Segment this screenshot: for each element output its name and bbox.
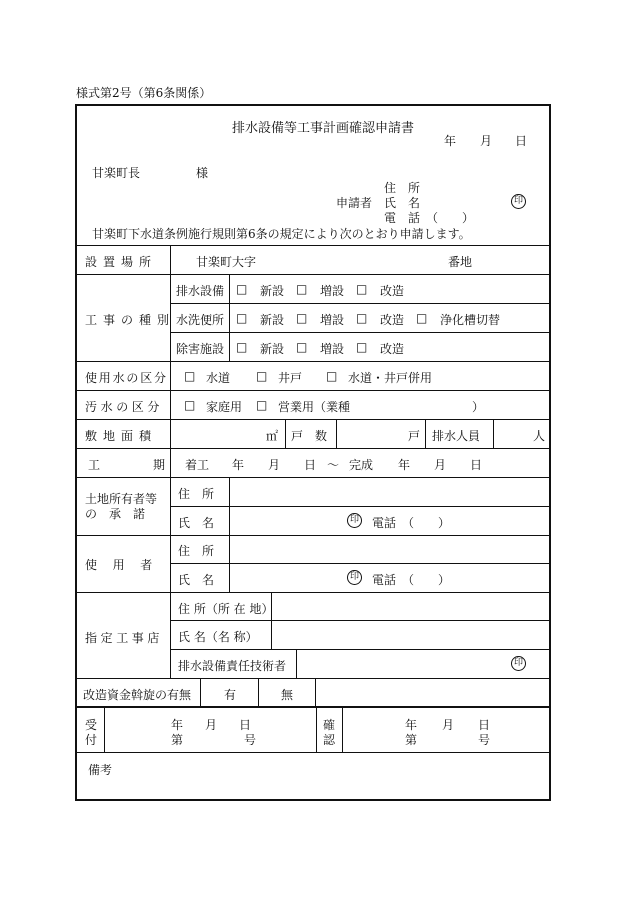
confirm-dai: 第: [405, 733, 418, 747]
row-divider: [76, 390, 550, 391]
location-suffix: 番地: [448, 255, 473, 269]
checkbox[interactable]: □: [236, 311, 248, 325]
people-unit: 人: [533, 429, 546, 443]
location-prefix: 甘楽町大字: [196, 255, 257, 269]
confirm-label-2: 認: [323, 733, 336, 747]
option-modify: 改造: [380, 313, 405, 327]
row-divider: [76, 752, 550, 753]
area-label: 敷地面積: [85, 429, 158, 443]
period-end-day: 日: [470, 458, 483, 472]
option-modify: 改造: [380, 342, 405, 356]
col-divider: [229, 478, 230, 592]
col-divider: [258, 679, 259, 706]
form-number: 様式第2号（第6条関係）: [76, 86, 212, 100]
frame-bottom: [75, 799, 551, 801]
loan-no: 無: [281, 688, 294, 702]
period-end-year: 年: [398, 458, 411, 472]
honorific: 様: [196, 166, 209, 180]
application-statement: 甘楽町下水道条例施行規則第6条の規定により次のとおり申請します。: [92, 227, 471, 241]
work-removal-label: 除害施設: [176, 342, 225, 356]
row-divider: [170, 332, 550, 333]
landowner-name-label: 氏 名: [178, 516, 215, 530]
period-label-2: 期: [153, 458, 166, 472]
checkbox[interactable]: □: [356, 340, 368, 354]
people-label: 排水人員: [432, 429, 481, 443]
checkbox[interactable]: □: [256, 369, 268, 383]
row-divider: [76, 361, 550, 362]
col-divider: [315, 679, 316, 706]
checkbox[interactable]: □: [184, 369, 196, 383]
user-address-label: 住 所: [178, 544, 215, 558]
row-divider: [170, 649, 550, 650]
contractor-address-label: 住 所（所 在 地）: [178, 602, 274, 616]
landowner-seal-icon: 印: [347, 513, 362, 528]
receipt-label-1: 受: [85, 718, 98, 732]
form-title: 排水設備等工事計画確認申請書: [232, 121, 415, 136]
checkbox[interactable]: □: [296, 282, 308, 296]
option-well: 井戸: [278, 371, 303, 385]
option-septic: 浄化槽切替: [440, 313, 501, 327]
sewage-label: 汚水の区分: [85, 400, 164, 414]
row-divider: [170, 506, 550, 507]
area-unit: ㎡: [266, 429, 279, 443]
frame-top: [75, 104, 551, 106]
col-divider: [296, 650, 297, 678]
date-month: 月: [480, 134, 493, 148]
row-divider: [170, 303, 550, 304]
option-expand: 増設: [320, 313, 345, 327]
col-divider: [285, 420, 286, 448]
row-divider: [76, 592, 550, 593]
work-type-label: 工事の種別: [85, 313, 176, 327]
checkbox[interactable]: □: [326, 369, 338, 383]
date-year: 年: [444, 134, 457, 148]
option-tap-water: 水道: [206, 371, 231, 385]
col-divider: [336, 420, 337, 448]
col-divider: [425, 420, 426, 448]
receipt-dai: 第: [171, 733, 184, 747]
applicant-name-label: 氏 名: [384, 196, 421, 210]
option-new: 新設: [260, 313, 285, 327]
row-divider: [170, 563, 550, 564]
loan-yes: 有: [224, 688, 237, 702]
frame-left: [75, 104, 77, 801]
row-divider: [76, 245, 550, 246]
receipt-go: 号: [244, 733, 257, 747]
addressee: 甘楽町長: [92, 166, 141, 180]
checkbox[interactable]: □: [296, 340, 308, 354]
frame-right: [549, 104, 551, 801]
checkbox[interactable]: □: [356, 282, 368, 296]
option-domestic: 家庭用: [206, 400, 243, 414]
remarks-label: 備考: [88, 763, 113, 777]
checkbox[interactable]: □: [236, 282, 248, 296]
period-end-month: 月: [434, 458, 447, 472]
section-divider: [76, 706, 550, 708]
loan-label: 改造資金斡旋の有無: [83, 688, 192, 702]
households-unit: 戸: [408, 429, 421, 443]
row-divider: [76, 535, 550, 536]
user-seal-icon: 印: [347, 570, 362, 585]
contractor-engineer-label: 排水設備責任技術者: [178, 659, 287, 673]
engineer-seal-icon: 印: [511, 656, 526, 671]
row-divider: [76, 448, 550, 449]
period-start-day: 日: [304, 458, 317, 472]
option-business: 営業用（業種: [278, 400, 351, 414]
location-label: 設置場所: [85, 255, 158, 269]
applicant-address-label: 住 所: [384, 181, 421, 195]
row-divider: [76, 274, 550, 275]
business-close-paren: ）: [472, 400, 485, 414]
water-source-label: 使用水の区分: [85, 371, 168, 385]
row-divider: [76, 477, 550, 478]
date-day: 日: [515, 134, 528, 148]
confirm-month: 月: [442, 718, 455, 732]
applicant-seal-icon: 印: [511, 194, 526, 209]
receipt-year: 年: [171, 718, 184, 732]
option-both: 水道・井戸併用: [348, 371, 433, 385]
row-divider: [170, 620, 550, 621]
applicant-label: 申請者: [336, 196, 373, 210]
option-modify: 改造: [380, 284, 405, 298]
checkbox[interactable]: □: [256, 398, 268, 412]
landowner-phone: 電話 （ ）: [372, 516, 451, 530]
checkbox[interactable]: □: [416, 311, 428, 325]
checkbox[interactable]: □: [356, 311, 368, 325]
households-label: 戸 数: [291, 429, 328, 443]
checkbox[interactable]: □: [184, 398, 196, 412]
receipt-day: 日: [239, 718, 252, 732]
work-toilet-label: 水洗便所: [176, 313, 225, 327]
col-divider: [229, 275, 230, 361]
user-name-label: 氏 名: [178, 573, 215, 587]
landowner-label-2: の 承 諾: [85, 507, 146, 521]
user-phone: 電話 （ ）: [372, 573, 451, 587]
landowner-address-label: 住 所: [178, 487, 215, 501]
confirm-day: 日: [478, 718, 491, 732]
period-start: 着工: [185, 458, 210, 472]
confirm-go: 号: [478, 733, 491, 747]
col-divider: [493, 420, 494, 448]
period-tilde: 〜: [327, 458, 340, 472]
col-divider: [200, 679, 201, 706]
receipt-label-2: 付: [85, 733, 98, 747]
confirm-label-1: 確: [323, 718, 336, 732]
col-divider: [342, 708, 343, 752]
col-divider: [104, 708, 105, 752]
applicant-phone-label: 電 話 （ ）: [384, 211, 475, 225]
option-expand: 増設: [320, 284, 345, 298]
period-label-1: 工: [88, 458, 101, 472]
col-divider: [316, 708, 317, 752]
checkbox[interactable]: □: [236, 340, 248, 354]
confirm-year: 年: [405, 718, 418, 732]
landowner-label-1: 土地所有者等: [85, 492, 158, 506]
option-new: 新設: [260, 284, 285, 298]
checkbox[interactable]: □: [296, 311, 308, 325]
period-start-month: 月: [268, 458, 281, 472]
period-start-year: 年: [232, 458, 245, 472]
row-divider: [76, 419, 550, 420]
option-new: 新設: [260, 342, 285, 356]
work-drainage-label: 排水設備: [176, 284, 225, 298]
option-expand: 増設: [320, 342, 345, 356]
contractor-label: 指定工事店: [85, 631, 164, 645]
user-label: 使用者: [85, 558, 168, 572]
contractor-name-label: 氏 名（名 称）: [178, 630, 258, 644]
row-divider: [76, 678, 550, 679]
receipt-month: 月: [205, 718, 218, 732]
period-end: 完成: [349, 458, 374, 472]
